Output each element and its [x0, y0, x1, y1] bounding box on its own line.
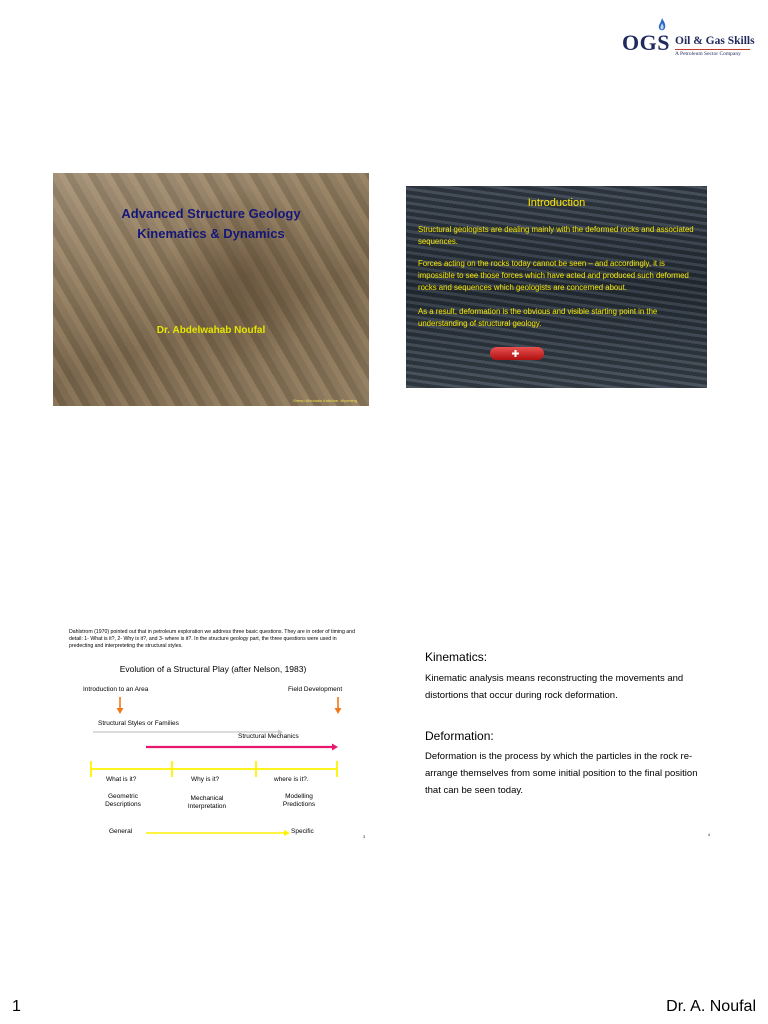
- slide-1-photo-credit: Sheep Mountain Anticline, Wyoming: [293, 398, 357, 403]
- slide-1-title-line2: Kinematics & Dynamics: [137, 226, 285, 241]
- evolution-diagram: [53, 625, 373, 845]
- desc-geometric: Geometric Descriptions: [105, 793, 141, 808]
- slide-3-intro: Dahlstrom (1970) pointed out that in petroleum exploration we address three basic questions. They are in order of timing and detail: 1- What is it?, 2- Why is it?, and 3- where is it?. In the structure geology part, the three questions were used in predecting and interpreteting the structural styles.: [69, 629, 355, 649]
- logo-rule: [675, 49, 750, 50]
- questions-timeline: [91, 761, 337, 777]
- footer-author: Dr. A. Noufal: [666, 998, 756, 1015]
- label-field-development: Field Development: [288, 686, 343, 693]
- label-specific: Specific: [291, 828, 314, 835]
- desc-mechanical: Mechanical Interpretation: [187, 795, 227, 810]
- slide-3-structural-play: [53, 625, 373, 845]
- label-general: General: [109, 828, 133, 835]
- deformation-heading: Deformation:: [425, 729, 494, 743]
- question-where: where is it?.: [274, 776, 309, 783]
- left-orange-arrow: [117, 697, 124, 714]
- slide-1-title: [53, 173, 369, 406]
- logo-name: Oil & Gas Skills: [675, 35, 755, 47]
- label-introduction-area: Introduction to an Area: [83, 686, 149, 693]
- slide-2-paragraph-3: As a result, deformation is the obvious and visible starting point in the understanding of structural geology.: [418, 307, 658, 328]
- question-what: What is it?: [106, 776, 137, 783]
- ogs-logo: [620, 18, 755, 62]
- slide-4-page-number: 4: [708, 833, 710, 837]
- pocket-knife-icon: [490, 347, 544, 360]
- right-orange-arrow: [335, 697, 342, 714]
- slide-2-paragraph-2: Forces acting on the rocks today cannot be seen – and accordingly, it is impossible to see those forces which have acted and produced such deformed rocks and sequences which geologists are concerned about.: [418, 259, 689, 292]
- structural-mechanics-arrow: [146, 744, 338, 751]
- slide-1-author: Dr. Abdelwahab Noufal: [156, 325, 266, 336]
- logo-tagline: A Petroleum Sector Company: [675, 51, 741, 57]
- slide-2-title: Introduction: [527, 197, 586, 209]
- kinematics-heading: Kinematics:: [425, 650, 488, 664]
- slide-3-heading: Evolution of a Structural Play (after Nelson, 1983): [119, 664, 307, 674]
- slide-3-page-number: 3: [363, 835, 365, 839]
- slide-2-introduction: [406, 186, 707, 388]
- deformation-body: Deformation is the process by which the particles in the rock re-arrange themselves from some initial position to the final position that can be seen today.: [425, 751, 698, 796]
- slide-1-title-line1: Advanced Structure Geology: [121, 206, 301, 221]
- question-why: Why is it?: [191, 776, 220, 783]
- label-structural-styles: Structural Styles or Families: [98, 720, 179, 727]
- slide-4-definitions: [425, 645, 715, 845]
- page-number: 1: [12, 998, 21, 1015]
- slide-2-paragraph-1: Structural geologists are dealing mainly with the deformed rocks and associated sequences.: [418, 225, 694, 246]
- general-specific-arrow: [146, 830, 290, 836]
- desc-modelling: Modelling Predictions: [282, 793, 316, 808]
- label-structural-mechanics: Structural Mechanics: [238, 733, 299, 740]
- kinematics-body: Kinematic analysis means reconstructing the movements and distortions that occur during rock deformation.: [425, 673, 684, 701]
- logo-abbr: OGS: [622, 30, 670, 55]
